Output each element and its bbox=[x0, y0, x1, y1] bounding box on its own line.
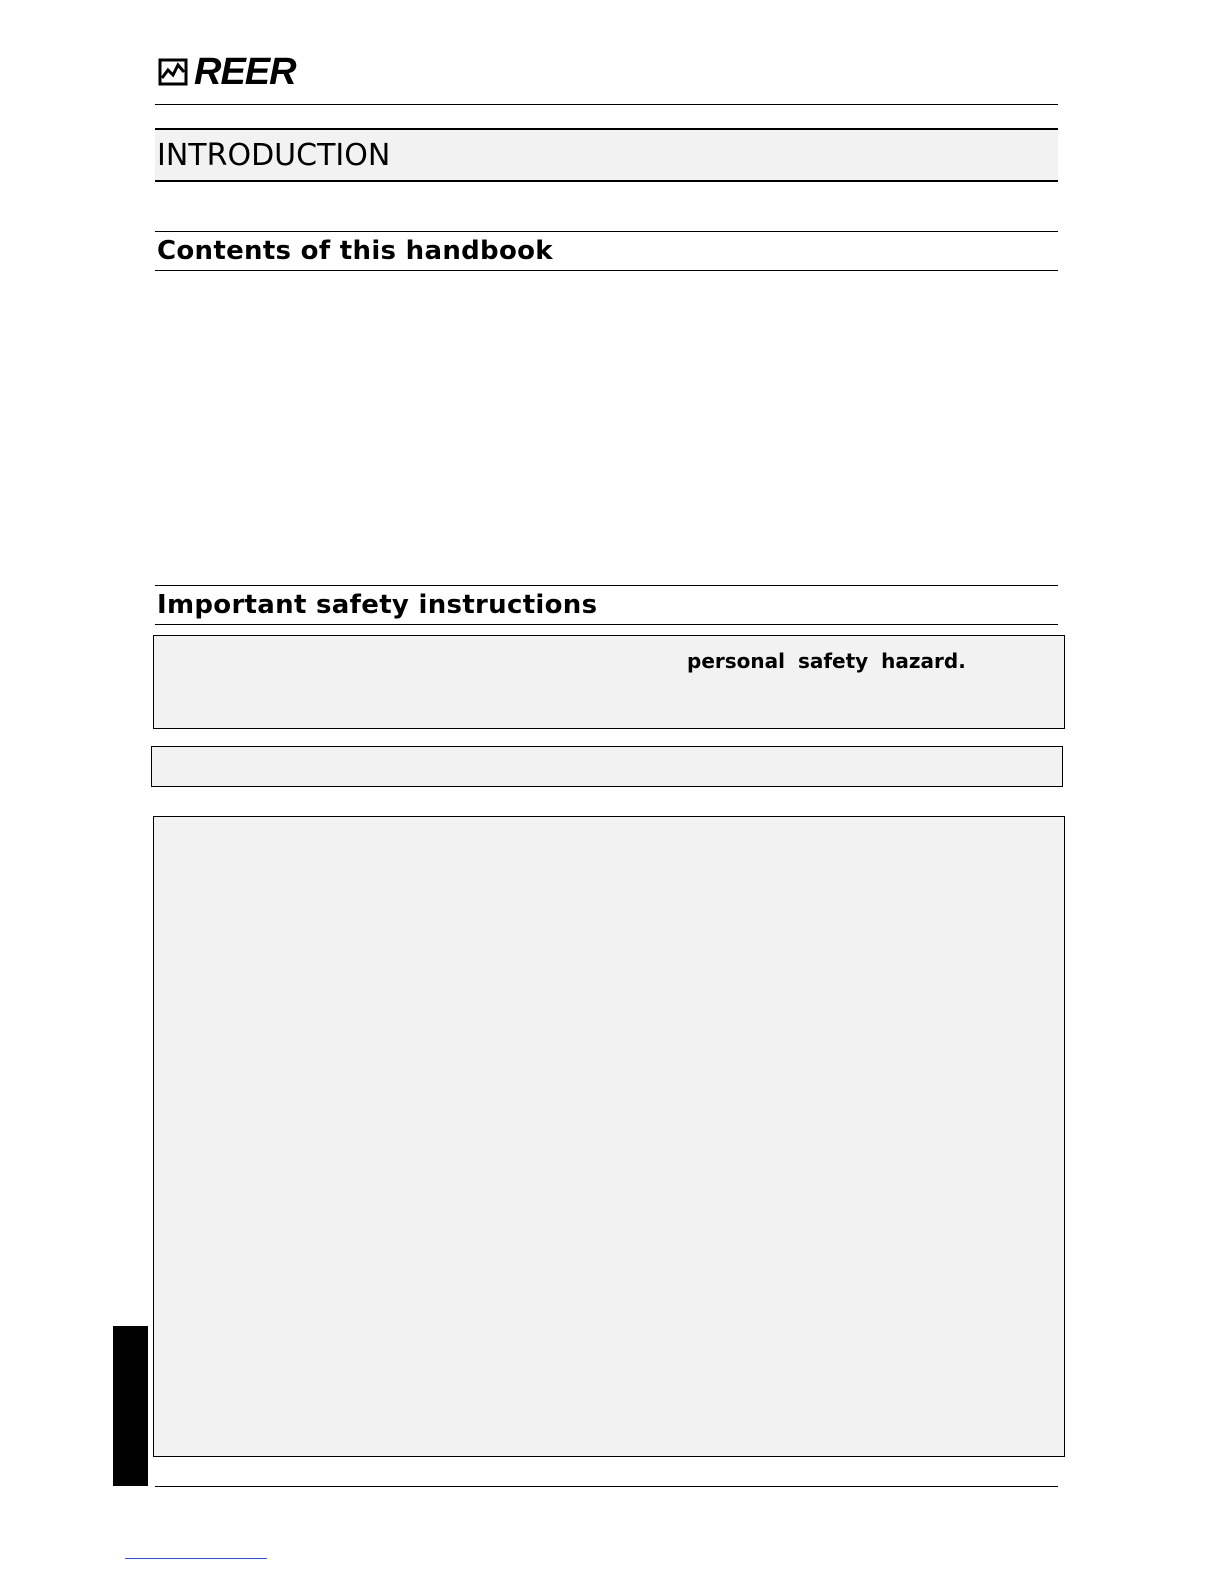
title-top-rule bbox=[155, 128, 1058, 130]
section-contents-bottom-rule bbox=[155, 270, 1058, 271]
section-contents-top-rule bbox=[155, 231, 1058, 232]
page-title: INTRODUCTION bbox=[157, 138, 391, 173]
note-box bbox=[151, 746, 1063, 787]
chapter-tab-marker bbox=[113, 1326, 148, 1486]
footer-link-underline[interactable] bbox=[125, 1558, 267, 1559]
brand-logo bbox=[158, 52, 296, 92]
reer-logo-icon bbox=[158, 57, 188, 87]
header-rule bbox=[155, 104, 1058, 105]
section-safety-bottom-rule bbox=[155, 624, 1058, 625]
content-box bbox=[153, 816, 1065, 1457]
brand-logo-text: REER bbox=[194, 51, 296, 93]
warning-text: personal safety hazard. bbox=[687, 649, 966, 673]
title-bottom-rule bbox=[155, 180, 1058, 182]
section-safety-top-rule bbox=[155, 585, 1058, 586]
section-heading-contents: Contents of this handbook bbox=[157, 236, 553, 266]
footer-rule bbox=[155, 1486, 1058, 1487]
section-heading-safety: Important safety instructions bbox=[157, 590, 598, 620]
